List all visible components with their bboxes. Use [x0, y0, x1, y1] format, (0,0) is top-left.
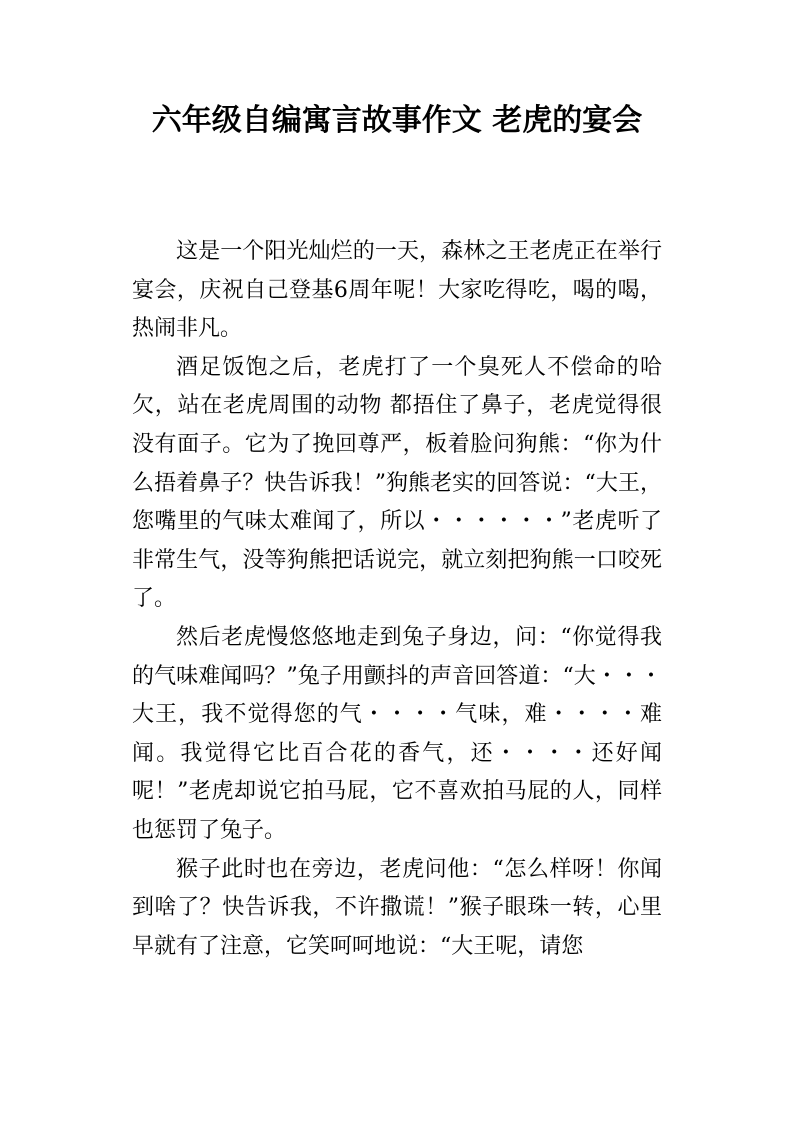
paragraph: 酒足饭饱之后，老虎打了一个臭死人不偿命的哈欠，站在老虎周围的动物 都捂住了鼻子，老虎觉得很没有面子。它为了挽回尊严，板着脸问狗熊：“你为什么捂着鼻子？快告诉我！”狗熊老实的回答说：“大王，您嘴里的气味太难闻了，所以・・・・・・”老虎听了非常生气，没等狗熊把话说完，就立刻把狗熊一口咬死了。	[132, 354, 662, 612]
document-title: 六年级自编寓言故事作文 老虎的宴会	[151, 103, 643, 138]
paragraph: 然后老虎慢悠悠地走到兔子身边，问：“你觉得我的气味难闻吗？”兔子用颤抖的声音回答道：“大・・・大王，我不觉得您的气・・・・气味，难・・・・难闻。我觉得它比百合花的香气，还・・・・还好闻呢！”老虎却说它拍马屁，它不喜欢拍马屁的人，同样也惩罚了兔子。	[132, 624, 662, 843]
paragraph: 猴子此时也在旁边，老虎问他：“怎么样呀！你闻到啥了？快告诉我，不许撒谎！”猴子眼珠一转，心里早就有了注意，它笑呵呵地说：“大王呢，请您	[132, 856, 662, 959]
paragraph: 这是一个阳光灿烂的一天，森林之王老虎正在举行宴会，庆祝自己登基6周年呢！大家吃得吃，喝的喝，热闹非凡。	[132, 239, 662, 342]
document-body	[132, 233, 662, 966]
